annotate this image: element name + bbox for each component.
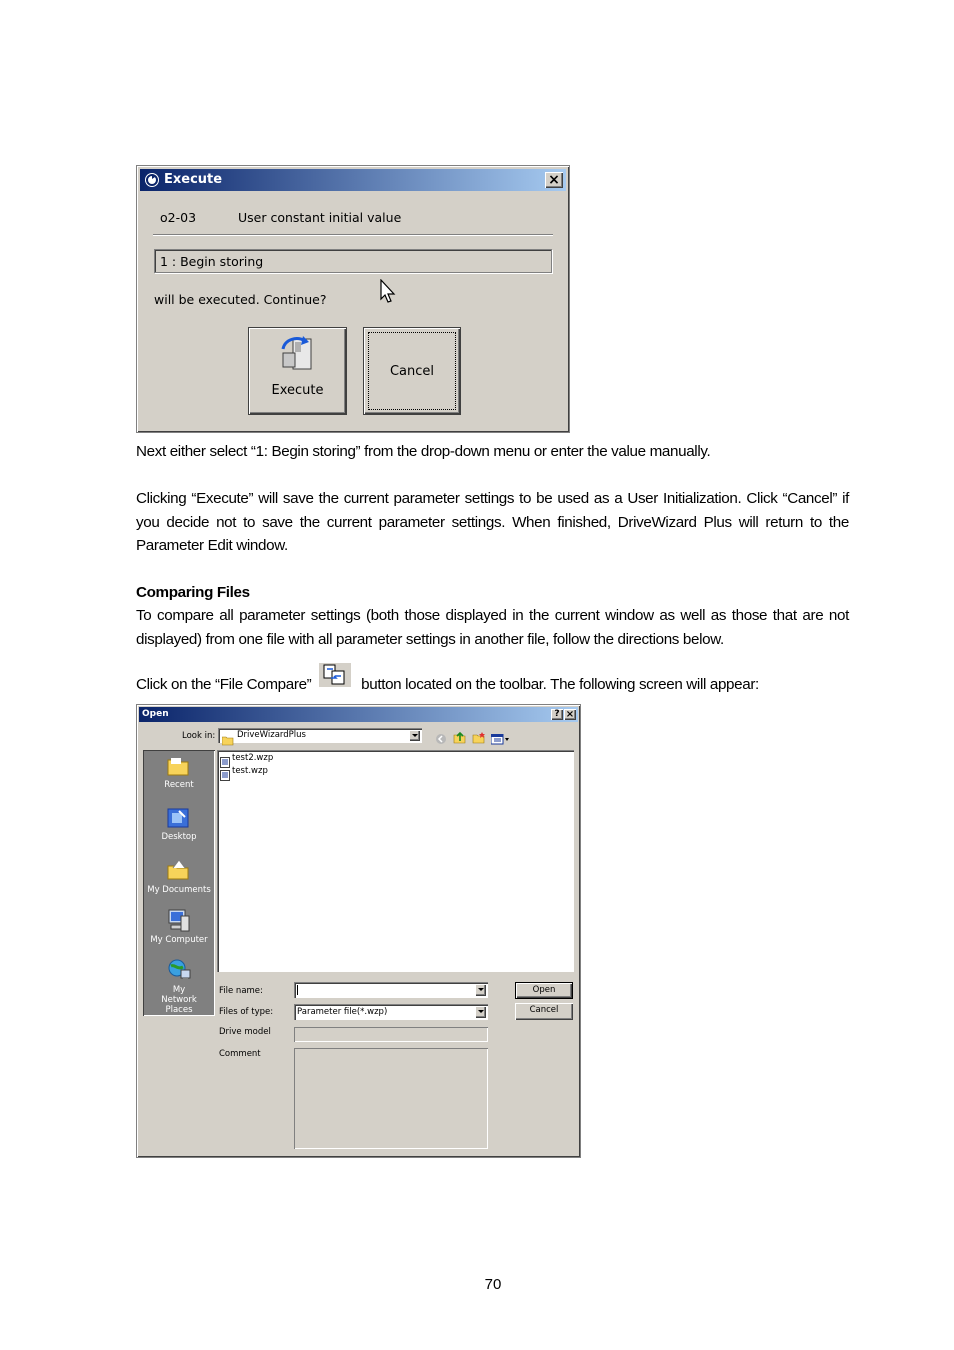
file-icon (220, 766, 230, 785)
value-field[interactable] (154, 249, 552, 273)
file-type-dropdown-button[interactable] (475, 1006, 486, 1018)
file-name-label: test.wzp (232, 766, 268, 776)
look-in-dropdown-button[interactable] (409, 730, 420, 741)
file-name-field-label: File name: (219, 986, 263, 996)
cancel-button[interactable] (515, 1003, 573, 1020)
file-name-input[interactable] (294, 982, 488, 998)
page-number: 70 (484, 1276, 502, 1293)
param-number: o2-03 (160, 210, 197, 225)
comment-label: Comment (219, 1049, 261, 1059)
execute-button-label: Execute (271, 383, 324, 398)
execute-titlebar[interactable] (140, 169, 566, 191)
close-icon: × (548, 172, 560, 188)
place-my-computer-label: My Computer (150, 935, 208, 945)
file-compare-text-after: button located on the toolbar. The following screen will appear: (361, 676, 759, 693)
file-compare-icon (319, 663, 351, 687)
paragraph-execute-info: Clicking “Execute” will save the current parameter settings to be used as a User Initialization. Click “Cancel” if you decide not to save the current parameter settings. When finished, DriveWizard Plus will return to the Parameter Edit window. (136, 490, 849, 554)
place-my-documents-label: My Documents (147, 885, 211, 895)
cancel-button-label: Cancel (389, 364, 435, 379)
my-network-icon (167, 958, 191, 986)
separator (153, 234, 553, 236)
help-icon: ? (554, 709, 560, 719)
my-documents-icon (167, 858, 189, 884)
place-my-computer[interactable] (143, 908, 215, 950)
place-my-documents[interactable] (143, 858, 215, 900)
place-recent-label: Recent (164, 780, 194, 790)
folder-icon (222, 731, 234, 750)
chevron-down-icon (478, 988, 484, 991)
cancel-button-label: Cancel (529, 1005, 559, 1015)
chevron-down-icon (412, 734, 418, 737)
cancel-button[interactable] (363, 327, 461, 415)
my-computer-icon (167, 908, 191, 936)
place-my-network[interactable] (143, 958, 215, 1015)
drive-model-field (294, 1027, 488, 1042)
file-type-field-label: Files of type: (219, 1007, 274, 1017)
param-name: User constant initial value (238, 210, 402, 225)
section-heading: Comparing Files (136, 584, 250, 601)
chevron-down-icon (478, 1010, 484, 1013)
close-button[interactable] (545, 172, 563, 188)
paragraph-select-value: Next either select “1: Begin storing” from the drop-down menu or enter the value manually. (136, 443, 711, 460)
execute-title: Execute (164, 172, 223, 187)
place-desktop-label: Desktop (161, 832, 197, 842)
place-my-network-label: My Network Places (161, 985, 197, 1015)
execute-button[interactable] (248, 327, 347, 415)
file-name-label: test2.wzp (232, 753, 274, 763)
open-button-label: Open (532, 985, 556, 995)
open-titlebar[interactable] (139, 707, 578, 722)
execute-icon (277, 333, 317, 377)
paragraph-compare-info: To compare all parameter settings (both those displayed in the current window as well as those that are not displayed) from one file with all parameter settings in another file, follow the directions below. (136, 607, 849, 648)
close-button[interactable] (564, 709, 576, 720)
place-desktop[interactable] (143, 808, 215, 850)
open-dialog (136, 704, 581, 1158)
file-type-value: Parameter file(*.wzp) (297, 1007, 388, 1017)
look-in-select[interactable] (218, 728, 422, 743)
file-type-select[interactable] (294, 1004, 488, 1020)
drive-model-label: Drive model (219, 1027, 271, 1037)
open-button[interactable] (515, 982, 573, 999)
open-title: Open (142, 709, 169, 719)
text-caret (297, 985, 298, 995)
recent-folder-icon (167, 756, 189, 780)
view-menu-icon[interactable] (491, 730, 511, 749)
paragraph-file-compare (136, 667, 849, 697)
desktop-icon (167, 808, 189, 832)
file-list[interactable] (217, 750, 574, 972)
close-icon: × (565, 709, 575, 720)
execute-app-icon (144, 172, 160, 188)
file-name-dropdown-button[interactable] (475, 984, 486, 996)
place-recent[interactable] (143, 756, 215, 798)
mouse-cursor-icon (380, 279, 396, 308)
look-in-label: Look in: (182, 731, 216, 741)
execute-dialog (136, 165, 570, 433)
prompt-text: will be executed. Continue? (154, 292, 327, 307)
back-icon[interactable] (435, 730, 447, 749)
file-compare-text-before: Click on the “File Compare” (136, 676, 312, 693)
help-button[interactable] (551, 709, 563, 720)
up-folder-icon[interactable] (453, 729, 466, 748)
value-field-text: 1 : Begin storing (160, 254, 264, 269)
places-bar (143, 750, 215, 1016)
comment-field (294, 1048, 488, 1149)
look-in-value: DriveWizardPlus (237, 730, 306, 740)
new-folder-icon[interactable] (472, 729, 486, 748)
